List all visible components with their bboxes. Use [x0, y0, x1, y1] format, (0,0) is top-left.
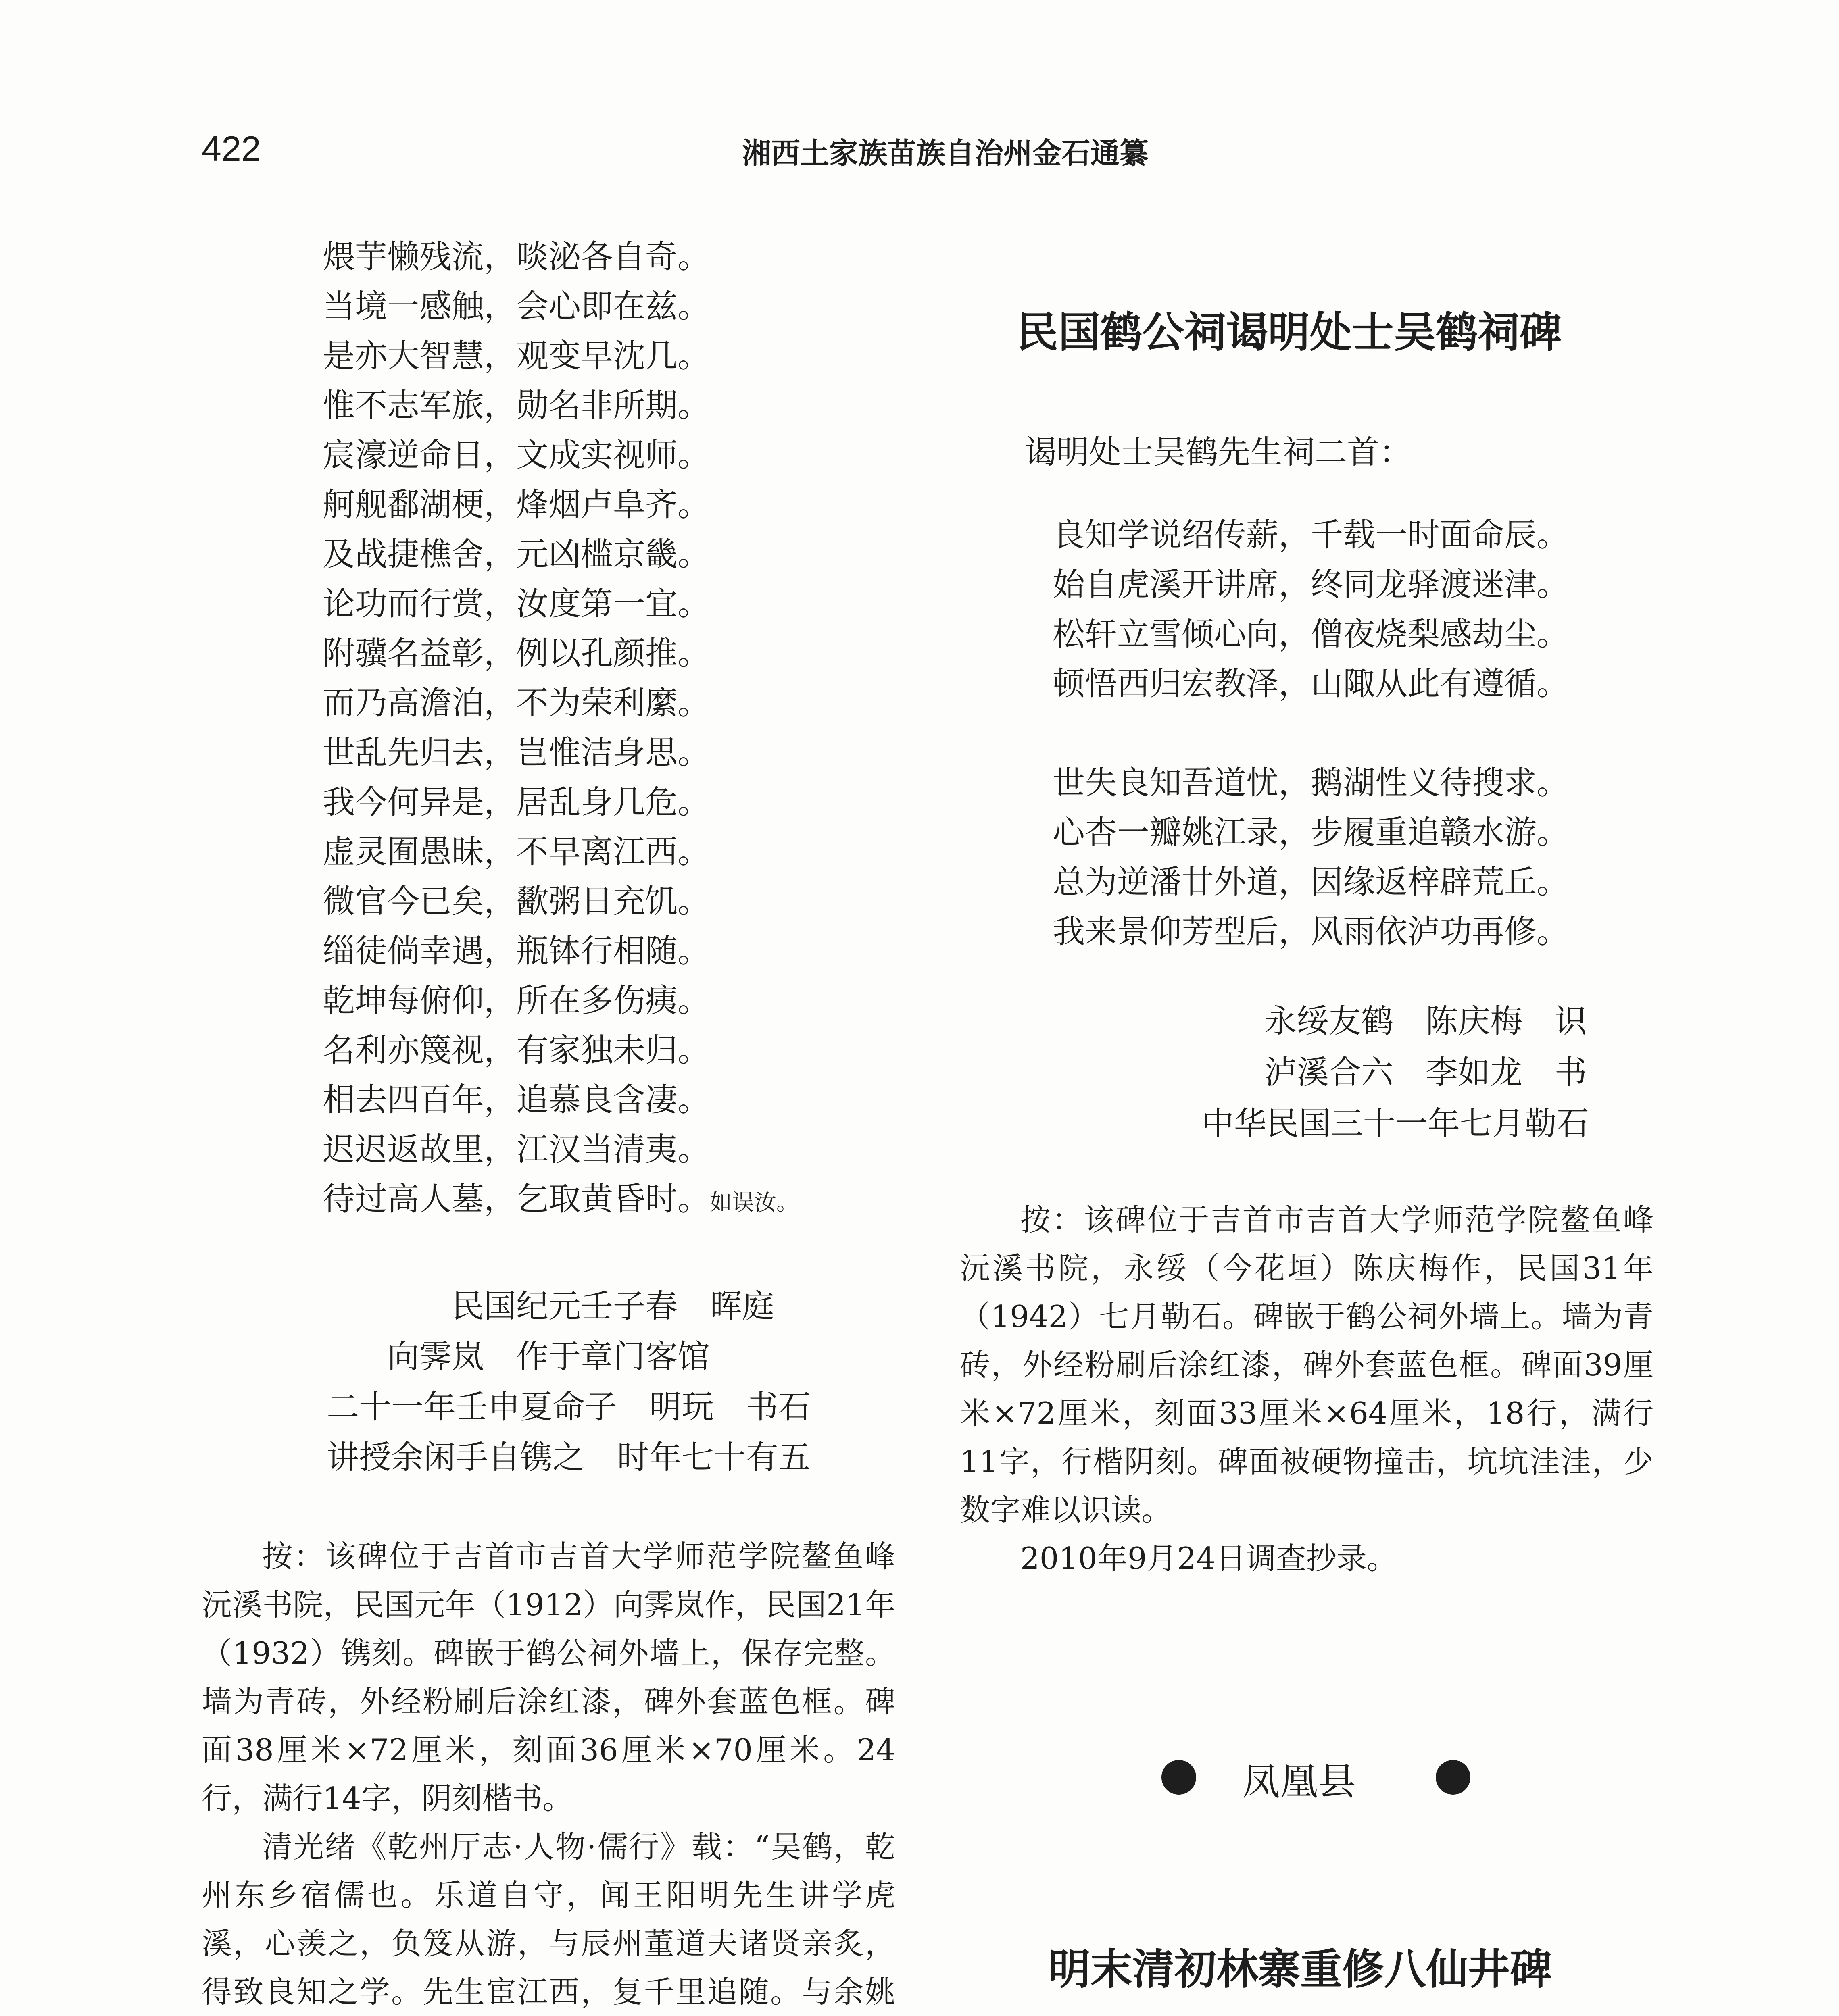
left-signature-line: 向霁岚 作于章门客馆	[387, 1338, 710, 1375]
verse-line: 世失良知吾道忧，鹅湖性义待搜求。	[1053, 764, 1569, 802]
poem-line: 我今何异是，居乱身几危。	[323, 783, 710, 821]
poem-line: 虚灵囿愚昧，不早离江西。	[323, 833, 710, 871]
verse-line: 心杏一瓣姚江录，步履重追赣水游。	[1053, 814, 1569, 851]
poem-last-text: 待过高人墓，乞取黄昏时。	[323, 1180, 710, 1218]
right-signature-line: 永绥友鹤 陈庆梅 识	[1264, 1002, 1587, 1040]
left-signature-line: 二十一年壬申夏命子 明玩 书石	[327, 1388, 811, 1426]
left-commentary	[202, 1532, 895, 2016]
intro-line: 谒明处士吴鹤先生祠二首：	[1024, 433, 1412, 471]
poem-line: 相去四百年，追慕良含凄。	[323, 1081, 710, 1118]
poem-line: 煨芋懒残流，啖泌各自奇。	[323, 238, 710, 275]
poem-line: 迟迟返故里，江汉当清夷。	[323, 1131, 710, 1168]
stanza-1	[1053, 510, 1569, 708]
poem-line: 缁徒倘幸遇，瓶钵行相随。	[323, 932, 710, 970]
right-signature-line: 泸溪合六 李如龙 书	[1264, 1054, 1587, 1091]
poem-line: 惟不志军旅，勋名非所期。	[323, 387, 710, 424]
verse-line: 总为逆潘廿外道，因缘返梓辟荒丘。	[1053, 863, 1569, 901]
poem-line: 世乱先归去，岂惟洁身思。	[323, 734, 710, 771]
left-signature-line: 民国纪元壬子春 晖庭	[452, 1287, 774, 1325]
left-poem	[323, 232, 799, 1224]
left-paragraph: 清光绪《乾州厅志·人物·儒行》载：“吴鹤，乾州东乡宿儒也。乐道自守，闻王阳明先生讲学虎溪，心羡之，负笈从游，与辰州董道夫诸贤亲炙，得致良知之学。先生宦江西，复千里追随。与余姚	[202, 1829, 895, 2010]
poem-line: 当境一感触，会心即在兹。	[323, 287, 710, 325]
poem-line: 宸濠逆命日，文成实视师。	[323, 436, 710, 474]
bullet-dot-icon	[1161, 1760, 1196, 1795]
page-number: 422	[202, 129, 261, 169]
bullet-dot-icon	[1436, 1760, 1470, 1795]
verse-line: 良知学说绍传薪，千载一时面命辰。	[1053, 516, 1569, 554]
left-signature-line: 讲授余闲手自镌之 时年七十有五	[327, 1439, 811, 1476]
county-section-heading	[1161, 1748, 1492, 1804]
poem-line: 附骥名益彰，例以孔颜推。	[323, 635, 710, 672]
poem-line: 乾坤每俯仰，所在多伤痍。	[323, 982, 710, 1019]
poem-line: 而乃高澹泊，不为荣利縻。	[323, 684, 710, 722]
verse-line: 始自虎溪开讲席，终同龙驿渡迷津。	[1053, 566, 1569, 603]
running-title: 湘西土家族苗族自治州金石通纂	[742, 137, 1149, 170]
right-survey-date: 2010年9月24日调查抄录。	[1020, 1541, 1397, 1576]
stele-title-1: 民国鹤公祠谒明处士吴鹤祠碑	[1016, 309, 1562, 356]
poem-line: 论功而行赏，汝度第一宜。	[323, 585, 710, 623]
right-paragraph: 按：该碑位于吉首市吉首大学师范学院鳌鱼峰沅溪书院，永绥（今花垣）陈庆梅作，民国31年（1942）七月勒石。碑嵌于鹤公祠外墙上。墙为青砖，外经粉刷后涂红漆，碑外套蓝色框。碑面39厘米×72厘米，刻面33厘米×64厘米，18行，满行11字，行楷阴刻。碑面被硬物撞击，坑坑洼洼，少数字难以识读。	[960, 1202, 1653, 1528]
poem-note: 如误汝。	[710, 1189, 799, 1215]
right-commentary	[960, 1195, 1653, 1583]
stanza-2	[1053, 758, 1569, 956]
poem-line: 是亦大智慧，观变早沈几。	[323, 337, 710, 375]
poem-line: 微官今已矣，歠粥日充饥。	[323, 883, 710, 920]
verse-line: 松轩立雪倾心向，僧夜烧梨感劫尘。	[1053, 615, 1569, 653]
verse-line: 我来景仰芳型后，风雨依泸功再修。	[1053, 913, 1569, 950]
right-signature-line: 中华民国三十一年七月勒石	[1202, 1105, 1589, 1142]
county-name: 凤凰县	[1242, 1760, 1356, 1804]
verse-line: 顿悟西归宏教泽，山陬从此有遵循。	[1053, 665, 1569, 702]
stele-title-2: 明末清初林寨重修八仙井碑	[1049, 1946, 1552, 1993]
poem-line: 舸舰鄱湖梗，烽烟卢阜齐。	[323, 486, 710, 523]
left-paragraph: 按：该碑位于吉首市吉首大学师范学院鳌鱼峰沅溪书院，民国元年（1912）向霁岚作，民国21年（1932）镌刻。碑嵌于鹤公祠外墙上，保存完整。墙为青砖，外经粉刷后涂红漆，碑外套蓝色框。碑面38厘米×72厘米，刻面36厘米×70厘米。24行，满行14字，阴刻楷书。	[202, 1539, 895, 1816]
poem-line: 名利亦篾视，有家独未归。	[323, 1031, 710, 1069]
poem-line: 及战捷樵舍，元凶槛京畿。	[323, 535, 710, 573]
poem-line-last	[323, 1174, 799, 1224]
